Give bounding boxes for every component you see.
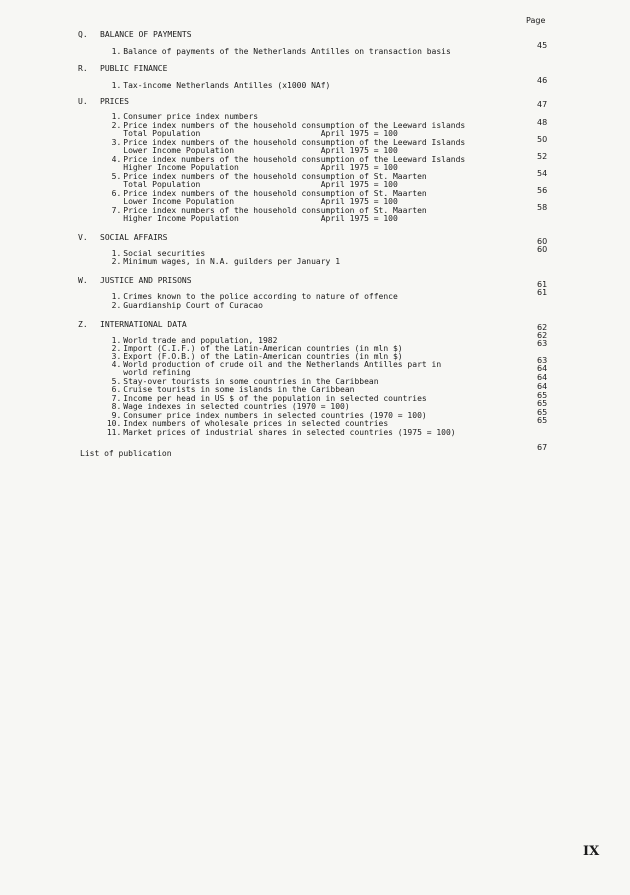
toc-entry: 2. Import (C.I.F.) of the Latin-American countries (in mln $) [111,343,403,353]
section-heading-international-data: Z. INTERNATIONAL DATA [78,320,187,329]
page-number: IX [583,844,600,859]
toc-page-number: 65 [537,416,548,425]
toc-page-number: 56 [537,186,548,195]
toc-page-number: 64 [537,382,548,391]
toc-entry: 8. Wage indexes in selected countries (1970 = 100) [111,401,350,411]
toc-entry-continuation: Higher Income Population April 1975 = 100 [123,213,398,223]
section-heading-balance-of-payments [78,30,192,39]
toc-page-number: 45 [537,41,548,50]
toc-entry: 1. World trade and population, 1982 [111,335,278,345]
page-column-header: Page [526,16,546,25]
toc-page-number: 60 [537,245,548,254]
toc-entry: 2. Minimum wages, in N.A. guilders per January 1 [111,256,341,266]
toc-page-number: 65 [537,399,548,408]
section-letter: Q. [78,30,88,39]
toc-page-number: 63 [537,356,548,365]
section-heading-prices: U. PRICES [78,97,129,106]
toc-page-number: 48 [537,118,548,127]
toc-page-number: 62 [537,323,548,332]
toc-entry-continuation: Lower Income Population April 1975 = 100 [123,196,398,206]
toc-page-number: 54 [537,169,548,178]
section-title: BALANCE OF PAYMENTS [100,30,192,39]
toc-entry: 4. World production of crude oil and the Netherlands Antilles part in [111,359,442,369]
toc-entry-continuation: Higher Income Population April 1975 = 100 [123,162,398,172]
toc-page-number: 50 [537,135,548,144]
section-heading-social-affairs: V. SOCIAL AFFAIRS [78,233,168,242]
toc-entry-continuation: Lower Income Population April 1975 = 100 [123,145,398,155]
section-heading-justice-and-prisons: W. JUSTICE AND PRISONS [78,276,192,285]
toc-page-number: 65 [537,391,548,400]
toc-page-number: 47 [537,100,548,109]
toc-page-number: 46 [537,76,548,85]
toc-page-number: 67 [537,443,548,452]
toc-entry: 2. Price index numbers of the household consumption of the Leeward islands [111,120,466,130]
toc-entry: 3. Price index numbers of the household consumption of the Leeward Islands [111,137,466,147]
toc-page-number: 58 [537,203,548,212]
toc-entry-continuation: Total Population April 1975 = 100 [123,179,398,189]
toc-page-number: 64 [537,373,548,382]
toc-entry: 1. Balance of payments of the Netherlands Antilles on transaction basis [111,46,451,56]
toc-entry: 1. Consumer price index numbers [111,111,259,121]
toc-entry-continuation: world refining [123,367,191,377]
toc-entry: 6. Cruise tourists in some islands in the Caribbean [111,384,355,394]
toc-page-number: 60 [537,237,548,246]
toc-entry-continuation: Total Population April 1975 = 100 [123,128,398,138]
toc-page-number: 64 [537,364,548,373]
list-of-publication: List of publication [80,449,172,458]
toc-entry: 11. Market prices of industrial shares in selected countries (1975 = 100) [106,427,456,437]
toc-page-number: 65 [537,408,548,417]
toc-entry: 1. Social securities [111,248,206,258]
toc-page-number: 63 [537,339,548,348]
toc-entry: 6. Price index numbers of the household consumption of St. Maarten [111,188,427,198]
toc-entry: 5. Price index numbers of the household consumption of St. Maarten [111,171,427,181]
toc-page-number: 61 [537,288,548,297]
toc-entry: 3. Export (F.O.B.) of the Latin-American countries (in mln $) [111,351,403,361]
toc-entry: 1. Crimes known to the police according to nature of offence [111,291,398,301]
toc-page-number: 52 [537,152,548,161]
toc-entry: 5. Stay-over tourists in some countries in the Caribbean [111,376,379,386]
section-heading-public-finance: R. PUBLIC FINANCE [78,64,168,73]
toc-entry: 1. Tax-income Netherlands Antilles (x1000 NAf) [111,80,331,90]
toc-entry: 9. Consumer price index numbers in selected countries (1970 = 100) [111,410,427,420]
toc-entry: 7. Price index numbers of the household consumption of St. Maarten [111,205,427,215]
toc-entry: 2. Guardianship Court of Curacao [111,300,263,310]
toc-page-number: 62 [537,331,548,340]
toc-entry: 10. Index numbers of wholesale prices in selected countries [106,418,389,428]
toc-entry: 4. Price index numbers of the household consumption of the Leeward Islands [111,154,466,164]
toc-entry: 7. Income per head in US $ of the population in selected countries [111,393,427,403]
toc-page-number: 61 [537,280,548,289]
